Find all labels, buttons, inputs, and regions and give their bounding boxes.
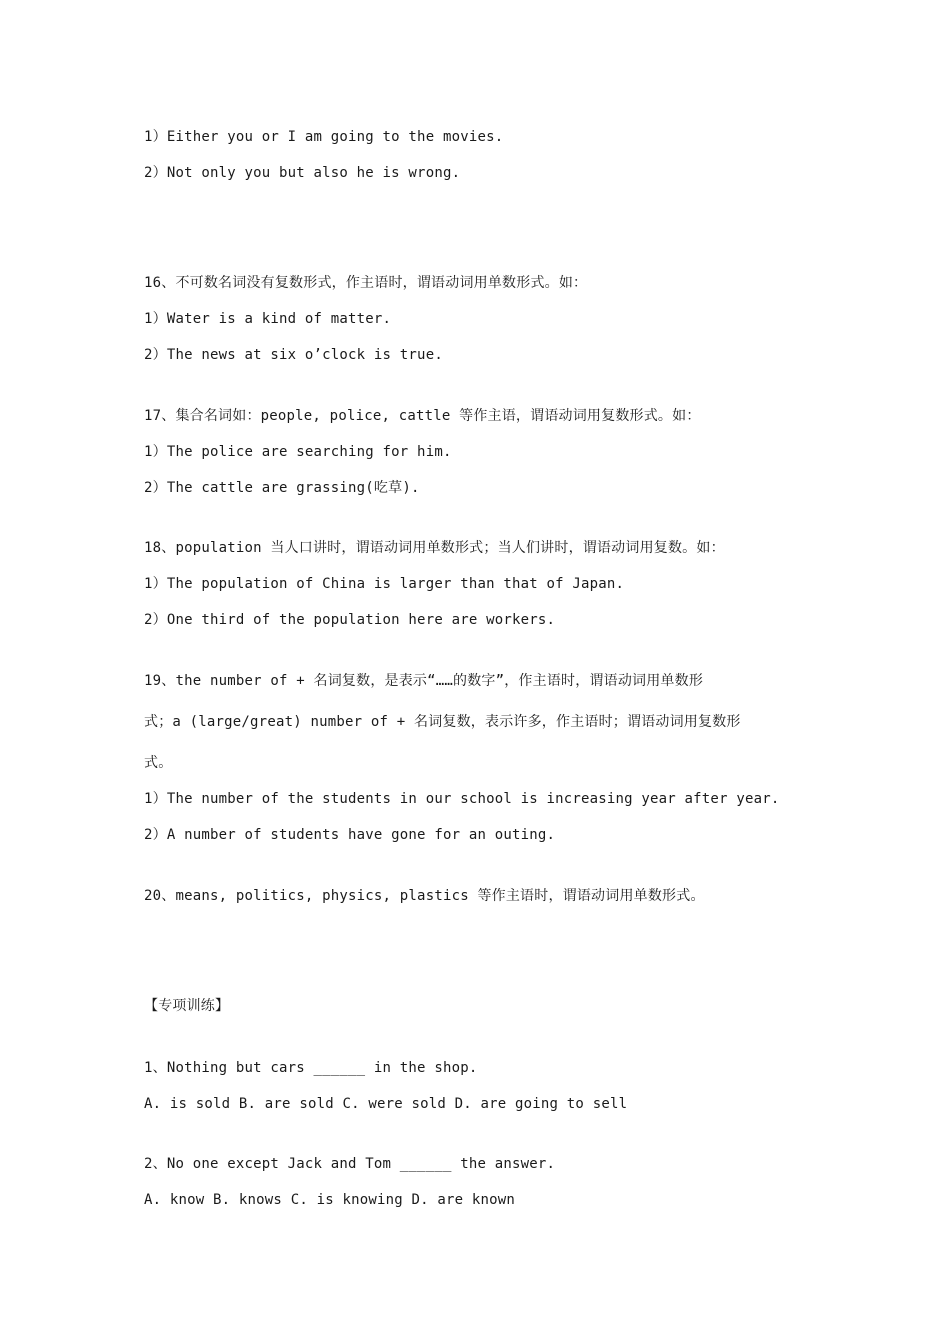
example-line: 1）Water is a kind of matter.: [144, 311, 392, 327]
rule-heading: 式。: [144, 755, 173, 771]
example-line: 2）Not only you but also he is wrong.: [144, 165, 461, 181]
example-line: 1）Either you or I am going to the movies.: [144, 129, 504, 145]
example-line: 2）The cattle are grassing(吃草).: [144, 480, 420, 496]
question-options: A. know B. knows C. is knowing D. are known: [144, 1192, 516, 1208]
question-options: A. is sold B. are sold C. were sold D. are going to sell: [144, 1096, 628, 1112]
example-line: 1）The police are searching for him.: [144, 444, 452, 460]
rule-heading: 19、the number of + 名词复数，是表示“……的数字”，作主语时，谓语动词用单数形: [144, 673, 704, 689]
example-line: 2）A number of students have gone for an outing.: [144, 827, 556, 843]
rule-heading: 18、population 当人口讲时，谓语动词用单数形式；当人们讲时，谓语动词用复数。如：: [144, 540, 725, 556]
example-line: 1）The population of China is larger than that of Japan.: [144, 576, 625, 592]
section-title: 【专项训练】: [144, 998, 230, 1014]
example-line: 1）The number of the students in our school is increasing year after year.: [144, 791, 780, 807]
question-stem: 2、No one except Jack and Tom ______ the answer.: [144, 1156, 556, 1172]
rule-heading: 16、不可数名词没有复数形式，作主语时，谓语动词用单数形式。如：: [144, 275, 588, 291]
rule-heading: 式；a (large/great) number of + 名词复数，表示许多，作主语时；谓语动词用复数形: [144, 714, 741, 730]
rule-heading: 20、means, politics, physics, plastics 等作主语时，谓语动词用单数形式。: [144, 888, 705, 904]
question-stem: 1、Nothing but cars ______ in the shop.: [144, 1060, 478, 1076]
example-line: 2）The news at six o’clock is true.: [144, 347, 443, 363]
rule-heading: 17、集合名词如：people, police, cattle 等作主语，谓语动词用复数形式。如：: [144, 408, 701, 424]
example-line: 2）One third of the population here are workers.: [144, 612, 556, 628]
